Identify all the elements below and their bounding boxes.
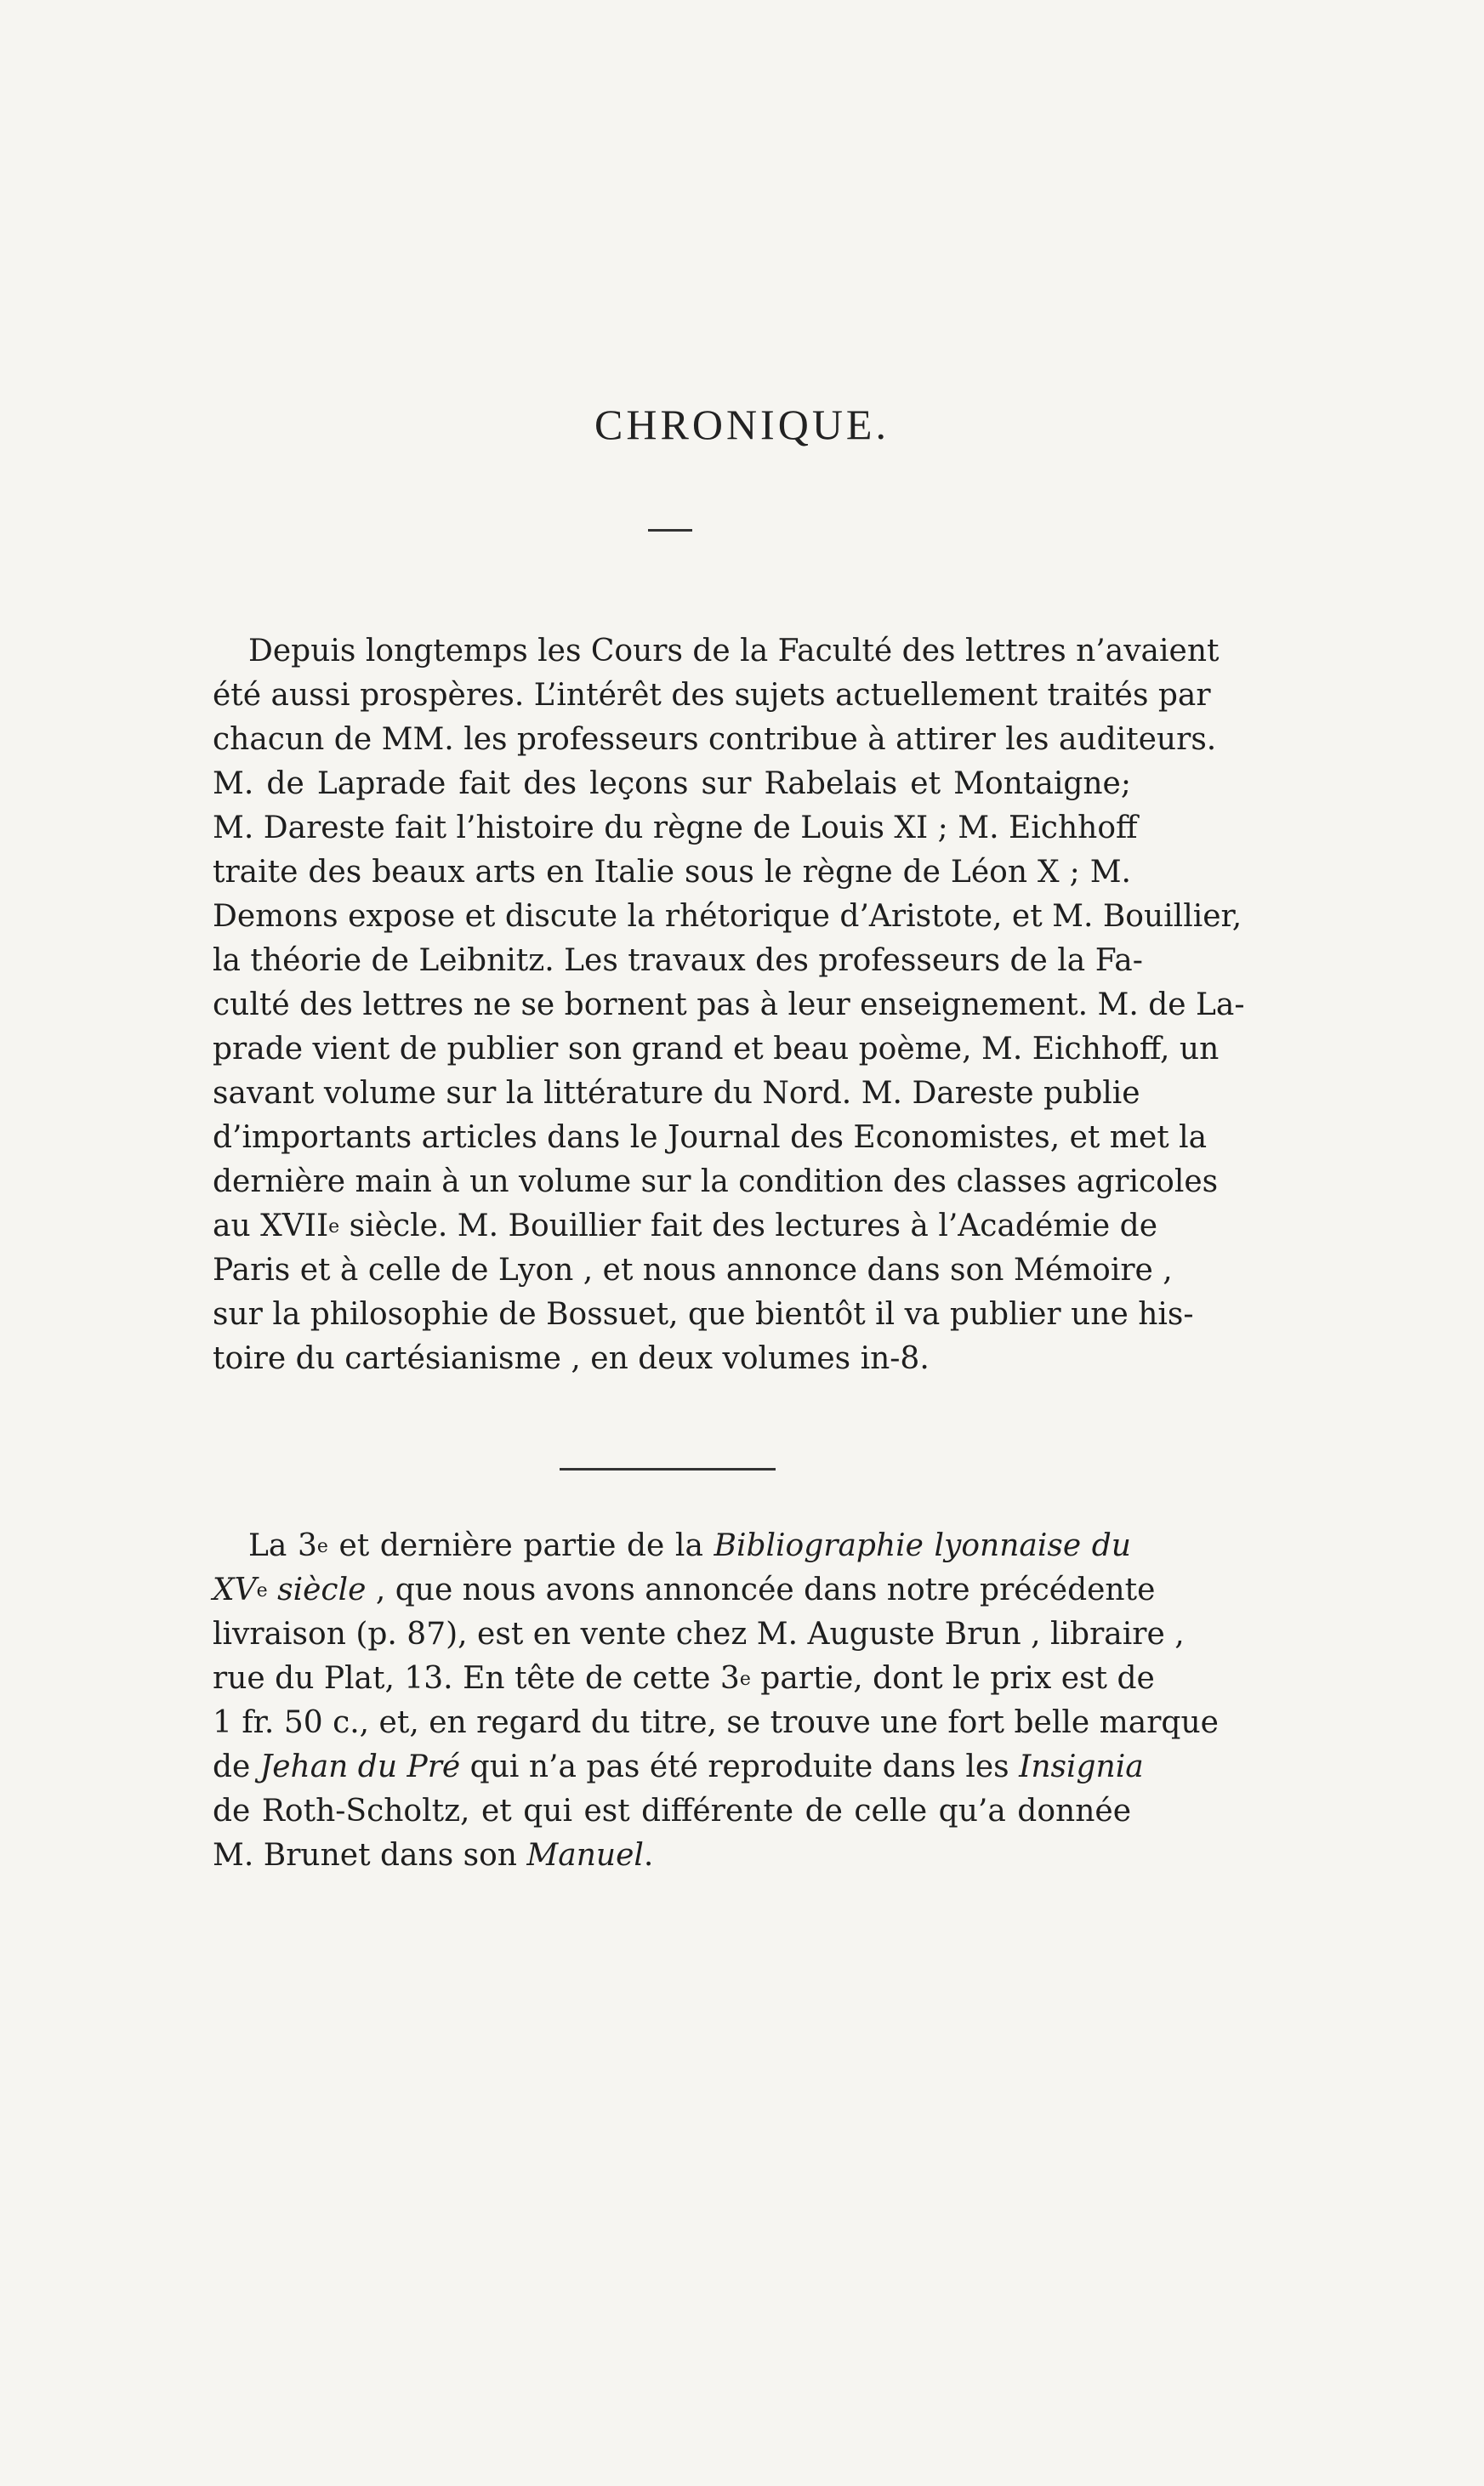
text-line: savant volume sur la littérature du Nord. M. Dareste publie — [213, 1076, 1140, 1111]
paragraph-bibliographie — [213, 1524, 1219, 1878]
text-line: 1 fr. 50 c., et, en regard du titre, se trouve une fort belle marque — [213, 1705, 1219, 1740]
text-line: Paris et à celle de Lyon , et nous annonce dans son Mémoire , — [213, 1253, 1173, 1288]
text-line: M. de Laprade fait des leçons sur Rabelais et Montaigne; — [213, 766, 1131, 801]
text-line: M. Brunet dans son Manuel. — [213, 1838, 654, 1873]
text-line: de Jehan du Pré qui n’a pas été reproduite dans les Insignia — [213, 1749, 1144, 1784]
text-line: dernière main à un volume sur la condition des classes agricoles — [213, 1164, 1219, 1199]
text-line: été aussi prospères. L’intérêt des sujets actuellement traités par — [213, 678, 1211, 713]
text-line: Depuis longtemps les Cours de la Faculté des lettres n’avaient — [248, 634, 1220, 668]
text-line: de Roth-Scholtz, et qui est différente de celle qu’a donnée — [213, 1794, 1131, 1829]
text-line: Demons expose et discute la rhétorique d’Aristote, et M. Bouillier, — [213, 899, 1242, 934]
page-title: CHRONIQUE. — [594, 401, 890, 448]
text-line: XVe siècle , que nous avons annoncée dans notre précédente — [213, 1573, 1156, 1607]
text-line: chacun de MM. les professeurs contribue à attirer les auditeurs. — [213, 722, 1217, 757]
text-line: sur la philosophie de Bossuet, que bientôt il va publier une his- — [213, 1297, 1194, 1332]
text-line: livraison (p. 87), est en vente chez M. Auguste Brun , libraire , — [213, 1617, 1185, 1652]
paragraph-faculty-courses — [213, 629, 1245, 1381]
section-divider — [560, 1468, 776, 1471]
text-line: traite des beaux arts en Italie sous le règne de Léon X ; M. — [213, 855, 1131, 890]
text-line: toire du cartésianisme , en deux volumes in-8. — [213, 1341, 930, 1376]
text-line: prade vient de publier son grand et beau poème, M. Eichhoff, un — [213, 1032, 1220, 1067]
text-line: rue du Plat, 13. En tête de cette 3e partie, dont le prix est de — [213, 1661, 1155, 1696]
text-line: M. Dareste fait l’histoire du règne de Louis XI ; M. Eichhoff — [213, 811, 1138, 845]
text-line: La 3e et dernière partie de la Bibliographie lyonnaise du — [248, 1528, 1131, 1563]
text-line: d’importants articles dans le Journal des Economistes, et met la — [213, 1120, 1208, 1155]
text-line: la théorie de Leibnitz. Les travaux des professeurs de la Fa- — [213, 943, 1143, 978]
text-line: culté des lettres ne se bornent pas à leur enseignement. M. de La- — [213, 987, 1245, 1022]
text-line: au XVIIe siècle. M. Bouillier fait des lectures à l’Académie de — [213, 1209, 1158, 1243]
title-divider — [648, 529, 692, 532]
